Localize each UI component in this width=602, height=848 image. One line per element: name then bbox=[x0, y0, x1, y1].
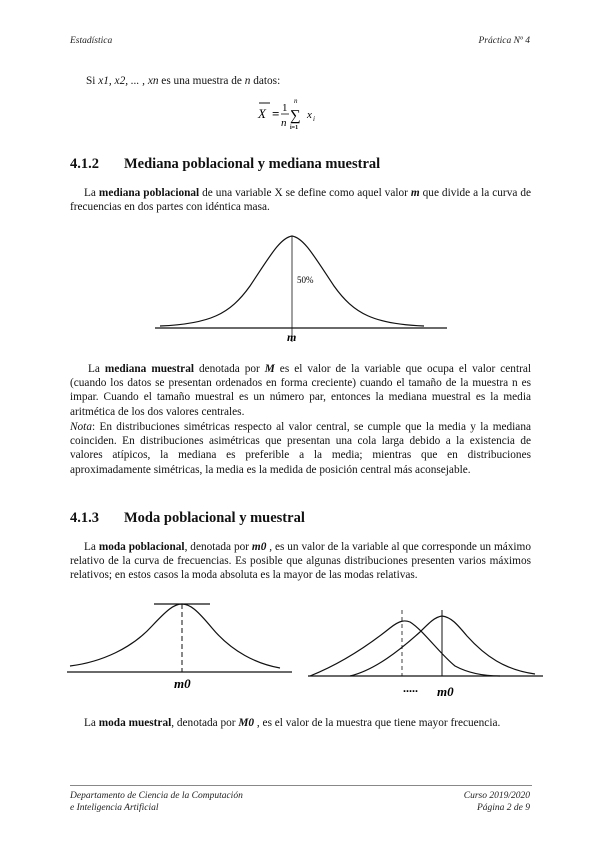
p2-text-b: , denotada por bbox=[171, 717, 239, 729]
moda-poblacional-paragraph bbox=[70, 540, 531, 583]
p1-bold-term: mediana poblacional bbox=[98, 187, 200, 199]
intro-text-b: es una muestra de bbox=[158, 75, 245, 87]
p1-text-b: de una variable X se define como aquel valor bbox=[199, 187, 411, 199]
formula-frac-den: n bbox=[281, 117, 287, 129]
p1-text-c: que divide a la curva de frecuencias en dos partes con idéntica masa. bbox=[70, 187, 531, 214]
footer-left bbox=[70, 790, 243, 814]
p1-symbol: m0 bbox=[251, 541, 267, 553]
mode-m0-label: m0 bbox=[437, 684, 454, 699]
footer-course: Curso 2019/2020 bbox=[463, 791, 530, 801]
p2-text-a: La bbox=[84, 717, 99, 729]
median-m-label: m bbox=[287, 330, 297, 344]
p2-bold-term: moda muestral bbox=[98, 717, 172, 729]
mode-dots: ..... bbox=[403, 681, 418, 695]
footer-rule bbox=[70, 785, 532, 786]
intro-text-a: Si bbox=[86, 75, 99, 87]
footer-department: Departamento de Ciencia de la Computación bbox=[70, 791, 243, 801]
footer-department-line2: e Inteligencia Artificial bbox=[70, 803, 159, 813]
intro-text-c: datos: bbox=[250, 75, 281, 87]
p2-text-c: es el valor de la variable que ocupa el valor central (cuando los datos se presentan ordenados en forma creciente) cuando el tamaño de la muestra n es impar. Cuando el tamaño muestral es un número par, entonces la mediana muestral es la media aritmética de los dos valores centrales. bbox=[70, 363, 531, 418]
p2-bold-term: mediana muestral bbox=[104, 363, 194, 375]
moda-muestral-paragraph bbox=[70, 716, 540, 730]
formula-sum-top: n bbox=[294, 97, 298, 105]
nota-text: : En distribuciones simétricas respecto al valor central, se cumple que la media y la mediana coinciden. En distribuciones asimétricas que presentan una cola larga debido a la existencia de valores atípicos, la mediana es preferible a la media; mientras que en distribuciones aproximadamente simétricas, la media es la medida de posición central más aconsejable. bbox=[70, 421, 531, 476]
footer-page-number: Página 2 de 9 bbox=[476, 803, 530, 813]
running-header-left: Estadística bbox=[70, 36, 113, 46]
section-number: 4.1.2 bbox=[70, 156, 99, 172]
p1-text-a: La bbox=[84, 187, 99, 199]
p2-symbol: M bbox=[264, 363, 275, 375]
section-number: 4.1.3 bbox=[70, 510, 99, 526]
formula-frac-num: 1 bbox=[282, 102, 288, 114]
intro-sequence: x1, x2, ... , xn bbox=[98, 75, 159, 87]
median-bell-curve-figure bbox=[150, 226, 450, 356]
p1-text-c: , es un valor de la variable al que corresponde un máximo relativo de la curva de frecuencias. Es posible que algunas distribuciones presenten varios máximos relativos; en estos casos la moda absoluta es la mayor de las modas relativas. bbox=[70, 541, 531, 582]
formula-equals: = bbox=[272, 106, 280, 121]
footer-right bbox=[464, 790, 530, 814]
section-title: Moda poblacional y muestral bbox=[124, 510, 305, 526]
section-title: Mediana poblacional y mediana muestral bbox=[124, 156, 381, 172]
formula-term-sub: i bbox=[313, 115, 315, 123]
mediana-muestral-paragraph bbox=[70, 362, 531, 419]
fifty-percent-label: 50% bbox=[297, 275, 314, 285]
left-skewed-curve bbox=[310, 621, 500, 676]
p1-text-a: La bbox=[84, 541, 99, 553]
p1-symbol: m bbox=[410, 187, 420, 199]
mode-m0-label: m0 bbox=[174, 676, 191, 691]
unimodal-mode-figure bbox=[62, 596, 297, 696]
section-4-1-3-heading bbox=[70, 510, 305, 527]
intro-n: n bbox=[244, 75, 251, 87]
formula-term: x bbox=[307, 109, 312, 121]
formula-lhs: X bbox=[258, 106, 266, 121]
nota-label: Nota bbox=[70, 421, 92, 433]
sample-mean-formula bbox=[250, 92, 340, 132]
nota-paragraph bbox=[70, 420, 531, 477]
section-4-1-2-heading bbox=[70, 156, 380, 173]
intro-sentence bbox=[86, 74, 280, 88]
formula-sum-sign: ∑ bbox=[290, 108, 301, 124]
p1-bold-term: moda poblacional bbox=[98, 541, 185, 553]
p2-text-b: denotada por bbox=[193, 363, 265, 375]
running-header-right: Práctica Nº 4 bbox=[478, 36, 530, 46]
p2-text-a: La bbox=[88, 363, 105, 375]
mediana-poblacional-paragraph bbox=[70, 186, 531, 214]
p2-text-c: , es el valor de la muestra que tiene mayor frecuencia. bbox=[254, 717, 501, 729]
formula-sum-bottom: i=1 bbox=[290, 125, 299, 131]
two-distributions-mode-figure bbox=[305, 600, 545, 700]
p1-text-b: , denotada por bbox=[184, 541, 252, 553]
p2-symbol: M0 bbox=[238, 717, 255, 729]
mode-curve bbox=[70, 604, 280, 668]
